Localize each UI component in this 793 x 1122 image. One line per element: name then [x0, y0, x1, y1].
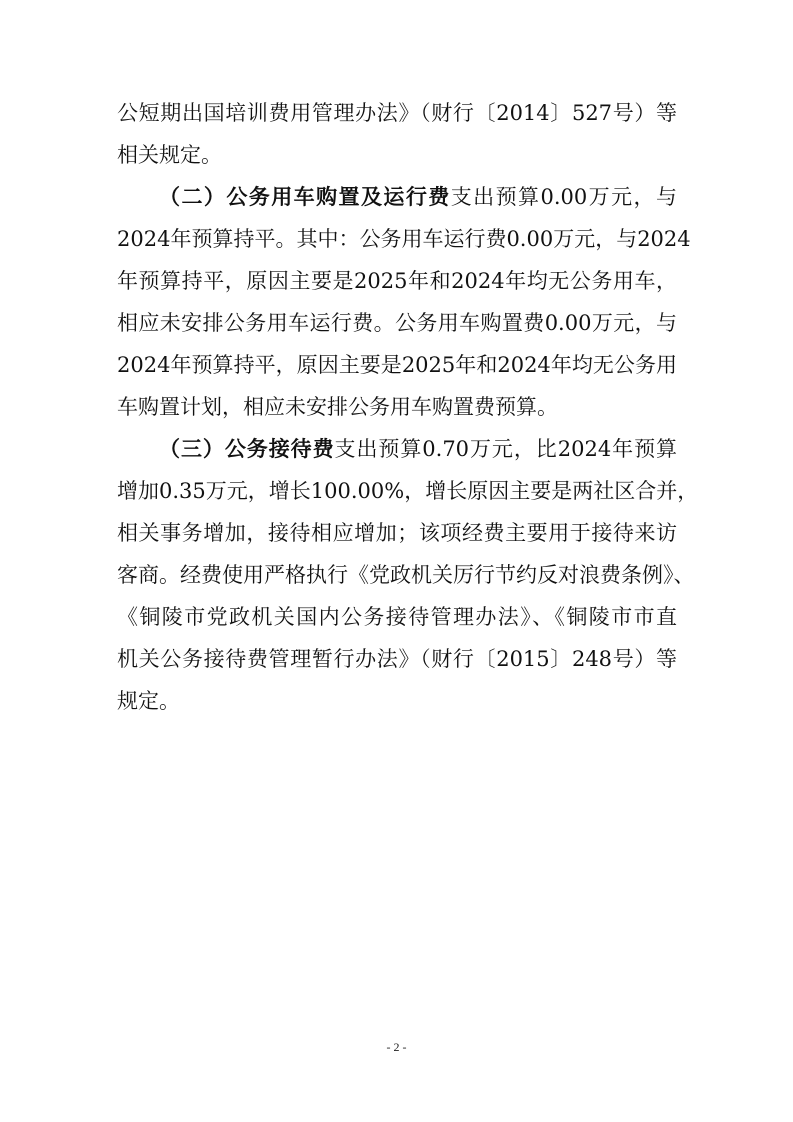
line-text: 客商。经费使用严格执行《党政机关厉行节约反对浪费条例》、	[117, 563, 695, 587]
body-line	[117, 260, 677, 302]
line-text: 2024年预算持平。其中：公务用车运行费0.00万元，与2024	[117, 227, 691, 251]
body-line	[117, 344, 677, 386]
line-text: 机关公务接待费管理暂行办法》（财行〔2015〕248号）等	[117, 647, 677, 671]
line-text: 车购置计划，相应未安排公务用车购置费预算。	[117, 395, 558, 419]
document-body	[117, 92, 699, 722]
line-text: 支出预算0.70万元，比2024年预算	[334, 437, 678, 461]
body-line	[117, 218, 691, 260]
line-text: 年预算持平，原因主要是2025年和2024年均无公务用车，	[117, 269, 677, 293]
page-number: - 2 -	[386, 1040, 407, 1054]
line-text: 增加0.35万元，增长100.00%，增长原因主要是两社区合并，	[117, 479, 699, 503]
section-heading: （三）公务接待费	[159, 437, 335, 461]
body-line	[117, 134, 677, 176]
line-text: 《铜陵市党政机关国内公务接待管理办法》、《铜陵市市直	[117, 605, 677, 629]
line-text: 支出预算0.00万元，与	[450, 185, 677, 209]
section-heading: （二）公务用车购置及运行费	[159, 185, 451, 209]
line-text: 相关规定。	[117, 143, 222, 167]
section-heading-line	[117, 428, 677, 470]
body-line	[117, 386, 677, 428]
body-line	[117, 302, 677, 344]
line-text: 公短期出国培训费用管理办法》（财行〔2014〕527号）等	[117, 101, 677, 125]
body-line	[117, 92, 677, 134]
body-line	[117, 554, 695, 596]
line-text: 相关事务增加，接待相应增加；该项经费主要用于接待来访	[117, 521, 677, 545]
section-heading-line	[117, 176, 677, 218]
body-line	[117, 470, 699, 512]
body-line	[117, 596, 677, 638]
line-text: 规定。	[117, 689, 180, 713]
body-line	[117, 512, 677, 554]
line-text: 相应未安排公务用车运行费。公务用车购置费0.00万元，与	[117, 311, 677, 335]
body-line	[117, 680, 677, 722]
body-line	[117, 638, 677, 680]
line-text: 2024年预算持平，原因主要是2025年和2024年均无公务用	[117, 353, 677, 377]
